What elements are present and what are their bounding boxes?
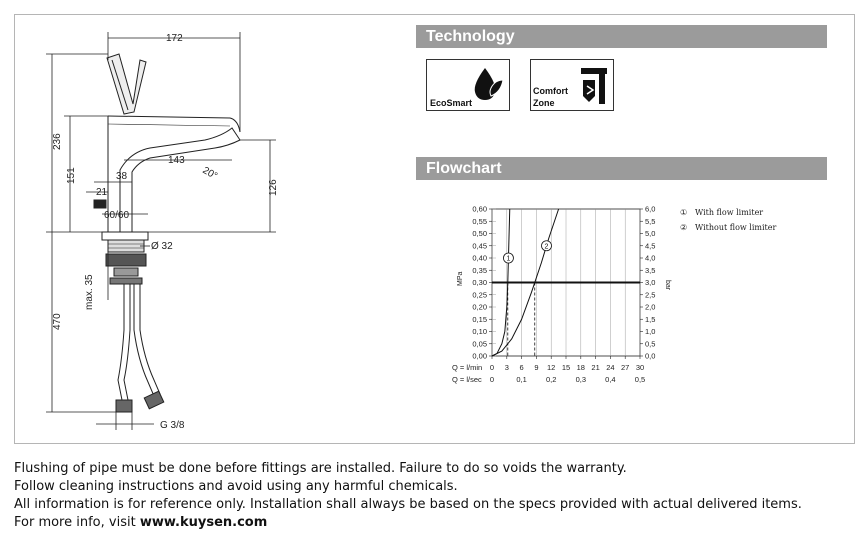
y-tick-label-right: 4,5	[645, 241, 656, 251]
x-tick-label-lsec: 0,1	[516, 375, 527, 384]
dim-151: 151	[66, 167, 77, 184]
x-axis-label-lmin: Q = l/min	[452, 363, 483, 372]
y-tick-label-right: 1,0	[645, 327, 656, 336]
dim-172: 172	[166, 33, 183, 44]
y-tick-label: 0,50	[472, 229, 487, 238]
y-tick-label-right: 1,5	[645, 314, 656, 324]
zone-label: Zone	[533, 98, 555, 108]
hose-right	[134, 284, 154, 396]
water-drop-leaf-icon	[467, 66, 507, 104]
legend-marker-1: ①	[680, 208, 688, 217]
x-tick-label-lmin: 15	[561, 363, 571, 372]
y-tick-label-right: 0,0	[645, 351, 656, 361]
dim-60-60: 60/60	[104, 210, 130, 221]
comfort-zone-badge	[530, 59, 614, 111]
technology-section-title: Technology	[416, 25, 827, 48]
y-tick-label-right: 3,5	[645, 265, 656, 275]
y-tick-label: 0,40	[472, 253, 487, 263]
y-tick-label: 0,45	[472, 241, 487, 251]
kuysen-website-link[interactable]: www.kuysen.com	[139, 515, 268, 530]
dim-470: 470	[52, 313, 63, 330]
flowchart	[440, 196, 840, 436]
dim-38: 38	[116, 171, 128, 182]
y-tick-label-right: 5,5	[645, 216, 656, 226]
y-tick-label: 0,25	[472, 290, 487, 300]
y-tick-label-right: 4,0	[645, 253, 656, 263]
y-tick-label: 0,60	[472, 204, 487, 214]
y-tick-label-right: 3,0	[645, 278, 656, 287]
footer-more-info-prefix: For more info, visit	[14, 515, 140, 530]
flowchart-section-title: Flowchart	[416, 157, 827, 180]
footer-line-cleaning: Follow cleaning instructions and avoid using any harmful chemicals.	[14, 479, 458, 494]
x-tick-label-lsec: 0,3	[575, 375, 587, 384]
dim-angle: 20°	[200, 165, 220, 183]
x-tick-label-lmin: 30	[635, 363, 645, 372]
x-tick-label-lmin: 21	[591, 363, 600, 372]
dim-126: 126	[268, 179, 279, 196]
y-tick-label-right: 5,0	[645, 229, 656, 238]
y-tick-label: 0,30	[472, 278, 487, 287]
dim-143: 143	[168, 155, 185, 166]
y-tick-label-right: 2,5	[645, 290, 656, 300]
y-tick-label: 0,55	[472, 216, 487, 226]
dim-max-35: max. 35	[84, 274, 95, 310]
x-tick-label-lmin: 18	[576, 363, 585, 372]
x-axis-label-lsec: Q = l/sec	[452, 375, 482, 384]
x-tick-label-lsec: 0	[489, 375, 495, 384]
y-tick-label-right: 0,5	[645, 339, 656, 349]
faucet-hand-icon	[579, 66, 613, 106]
footer-notes	[14, 460, 802, 532]
dim-connection: G 3/8	[160, 420, 185, 431]
y-tick-label: 0,00	[472, 351, 487, 361]
dim-236: 236	[52, 133, 63, 150]
x-tick-label-lmin: 3	[504, 363, 509, 372]
y-tick-label-right: 6,0	[645, 204, 656, 214]
x-tick-label-lmin: 24	[606, 363, 615, 372]
y-tick-label: 0,20	[472, 302, 487, 312]
x-tick-label-lmin: 6	[519, 363, 524, 372]
footer-line-flushing: Flushing of pipe must be done before fittings are installed. Failure to do so voids the warranty.	[14, 461, 627, 476]
x-tick-label-lsec: 0,2	[545, 375, 557, 384]
x-tick-label-lsec: 0,5	[634, 375, 646, 384]
legend-with-flow-limiter: With flow limiter	[695, 208, 764, 217]
x-tick-label-lsec: 0,4	[605, 375, 616, 384]
y-tick-label: 0,35	[472, 265, 487, 275]
y-tick-label: 0,10	[472, 327, 487, 336]
ecosmart-label: EcoSmart	[430, 98, 473, 108]
y-tick-label-right: 2,0	[645, 302, 656, 312]
x-tick-label-lmin: 0	[489, 363, 495, 372]
comfort-label: Comfort	[533, 86, 568, 96]
legend-marker-2: ②	[680, 223, 688, 232]
ecosmart-badge	[426, 59, 510, 111]
legend-without-flow-limiter: Without flow limiter	[695, 223, 777, 232]
hose-left	[118, 284, 124, 400]
dim-21: 21	[96, 187, 108, 198]
y-tick-label: 0,15	[472, 314, 487, 324]
faucet-technical-drawing	[14, 14, 414, 444]
y-axis-label-bar: bar	[664, 280, 671, 291]
series-marker-label-2: 2	[544, 243, 549, 251]
footer-line-more-info	[14, 514, 802, 532]
x-tick-label-lmin: 27	[621, 363, 630, 372]
x-tick-label-lmin: 12	[547, 363, 556, 372]
y-tick-label: 0,05	[472, 339, 487, 349]
y-axis-label-mpa: MPa	[457, 271, 464, 286]
footer-line-reference: All information is for reference only. Installation shall always be based on the specs provided with actual delivered items.	[14, 497, 802, 512]
x-tick-label-lmin: 9	[534, 363, 539, 372]
dim-diameter: Ø 32	[151, 241, 173, 252]
series-marker-label-1: 1	[506, 255, 511, 263]
